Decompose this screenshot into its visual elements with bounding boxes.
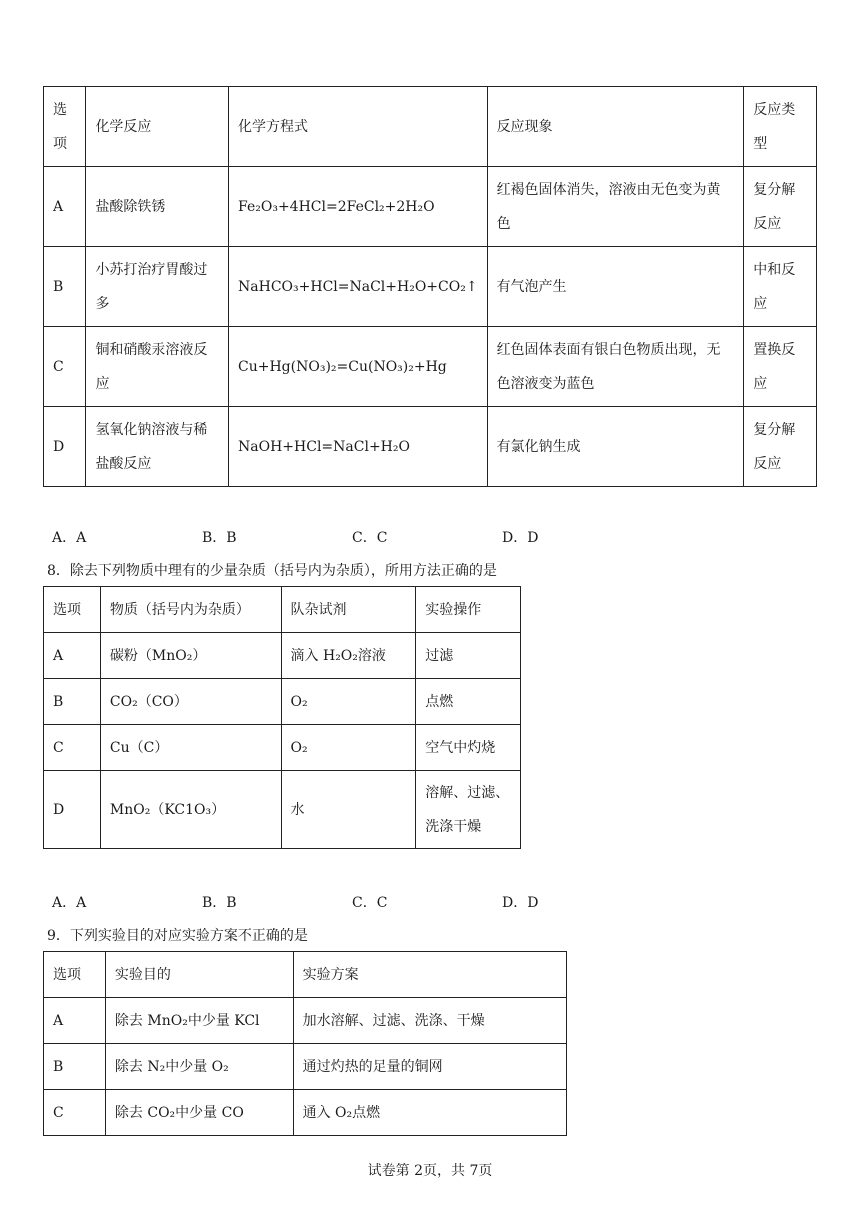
header-cell: 反应现象 (487, 87, 744, 167)
header-cell: 选项 (44, 87, 86, 167)
header-cell: 队杂试剂 (281, 587, 416, 633)
reagent-cell: 水 (281, 771, 416, 849)
header-cell: 化学反应 (86, 87, 229, 167)
equation-cell: NaHCO₃+HCl=NaCl+H₂O+CO₂↑ (229, 247, 488, 327)
substance-cell: Cu（C） (100, 725, 281, 771)
operation-cell: 点燃 (416, 679, 521, 725)
choice-c[interactable]: C．C (352, 895, 388, 911)
reaction-cell: 氢氧化钠溶液与稀盐酸反应 (86, 407, 229, 487)
substance-cell: MnO₂（KC1O₃） (100, 771, 281, 849)
header-cell: 选项 (44, 952, 106, 998)
reaction-cell: 盐酸除铁锈 (86, 167, 229, 247)
operation-cell: 溶解、过滤、洗涤干燥 (416, 771, 521, 849)
page-footer: 试卷第 2页，共 7页 (367, 1163, 493, 1179)
choice-b[interactable]: B．B (202, 530, 237, 546)
table-row (44, 407, 817, 487)
table-row (44, 725, 521, 771)
header-cell: 实验操作 (416, 587, 521, 633)
table-row (44, 998, 567, 1044)
choice-d[interactable]: D．D (502, 530, 539, 546)
option-cell: B (44, 1044, 106, 1090)
header-cell: 化学方程式 (229, 87, 488, 167)
choice-c[interactable]: C．C (352, 530, 388, 546)
choice-d[interactable]: D．D (502, 895, 539, 911)
q7-table (43, 86, 817, 487)
header-cell: 实验方案 (293, 952, 566, 998)
q8-table (43, 586, 521, 849)
table-row (44, 167, 817, 247)
phenomenon-cell: 红褐色固体消失，溶液由无色变为黄色 (487, 167, 744, 247)
reagent-cell: O₂ (281, 725, 416, 771)
choice-b[interactable]: B．B (202, 895, 237, 911)
table-row (44, 1090, 567, 1136)
option-cell: B (44, 679, 101, 725)
table-header-row (44, 587, 521, 633)
option-cell: A (44, 633, 101, 679)
choice-a[interactable]: A．A (52, 895, 87, 911)
header-cell: 物质（括号内为杂质） (100, 587, 281, 633)
equation-cell: NaOH+HCl=NaCl+H₂O (229, 407, 488, 487)
table-row (44, 247, 817, 327)
type-cell: 复分解反应 (744, 167, 817, 247)
table-row (44, 771, 521, 849)
table-row (44, 1044, 567, 1090)
q9-title: 9．下列实验目的对应实验方案不正确的是 (47, 928, 308, 944)
goal-cell: 除去 CO₂中少量 CO (105, 1090, 293, 1136)
q7-choices (52, 527, 652, 549)
type-cell: 复分解反应 (744, 407, 817, 487)
phenomenon-cell: 有气泡产生 (487, 247, 744, 327)
option-cell: C (44, 1090, 106, 1136)
table-header-row (44, 87, 817, 167)
substance-cell: 碳粉（MnO₂） (100, 633, 281, 679)
q8-choices (52, 892, 652, 914)
phenomenon-cell: 红色固体表面有银白色物质出现，无色溶液变为蓝色 (487, 327, 744, 407)
type-cell: 置换反应 (744, 327, 817, 407)
equation-cell: Cu+Hg(NO₃)₂=Cu(NO₃)₂+Hg (229, 327, 488, 407)
table-row (44, 679, 521, 725)
option-cell: B (44, 247, 86, 327)
reaction-cell: 铜和硝酸汞溶液反应 (86, 327, 229, 407)
goal-cell: 除去 MnO₂中少量 KCl (105, 998, 293, 1044)
option-cell: A (44, 167, 86, 247)
header-cell: 选项 (44, 587, 101, 633)
table-row (44, 633, 521, 679)
option-cell: A (44, 998, 106, 1044)
header-cell: 实验目的 (105, 952, 293, 998)
plan-cell: 加水溶解、过滤、洗涤、干燥 (293, 998, 566, 1044)
substance-cell: CO₂（CO） (100, 679, 281, 725)
goal-cell: 除去 N₂中少量 O₂ (105, 1044, 293, 1090)
q9-table (43, 951, 567, 1136)
operation-cell: 空气中灼烧 (416, 725, 521, 771)
phenomenon-cell: 有氯化钠生成 (487, 407, 744, 487)
header-cell: 反应类型 (744, 87, 817, 167)
type-cell: 中和反应 (744, 247, 817, 327)
plan-cell: 通入 O₂点燃 (293, 1090, 566, 1136)
q8-title: 8．除去下列物质中理有的少量杂质（括号内为杂质），所用方法正确的是 (47, 563, 497, 579)
plan-cell: 通过灼热的足量的铜网 (293, 1044, 566, 1090)
reagent-cell: O₂ (281, 679, 416, 725)
table-header-row (44, 952, 567, 998)
table-row (44, 327, 817, 407)
option-cell: C (44, 327, 86, 407)
equation-cell: Fe₂O₃+4HCl=2FeCl₂+2H₂O (229, 167, 488, 247)
reaction-cell: 小苏打治疗胃酸过多 (86, 247, 229, 327)
choice-a[interactable]: A．A (52, 530, 87, 546)
operation-cell: 过滤 (416, 633, 521, 679)
reagent-cell: 滴入 H₂O₂溶液 (281, 633, 416, 679)
option-cell: C (44, 725, 101, 771)
option-cell: D (44, 407, 86, 487)
option-cell: D (44, 771, 101, 849)
